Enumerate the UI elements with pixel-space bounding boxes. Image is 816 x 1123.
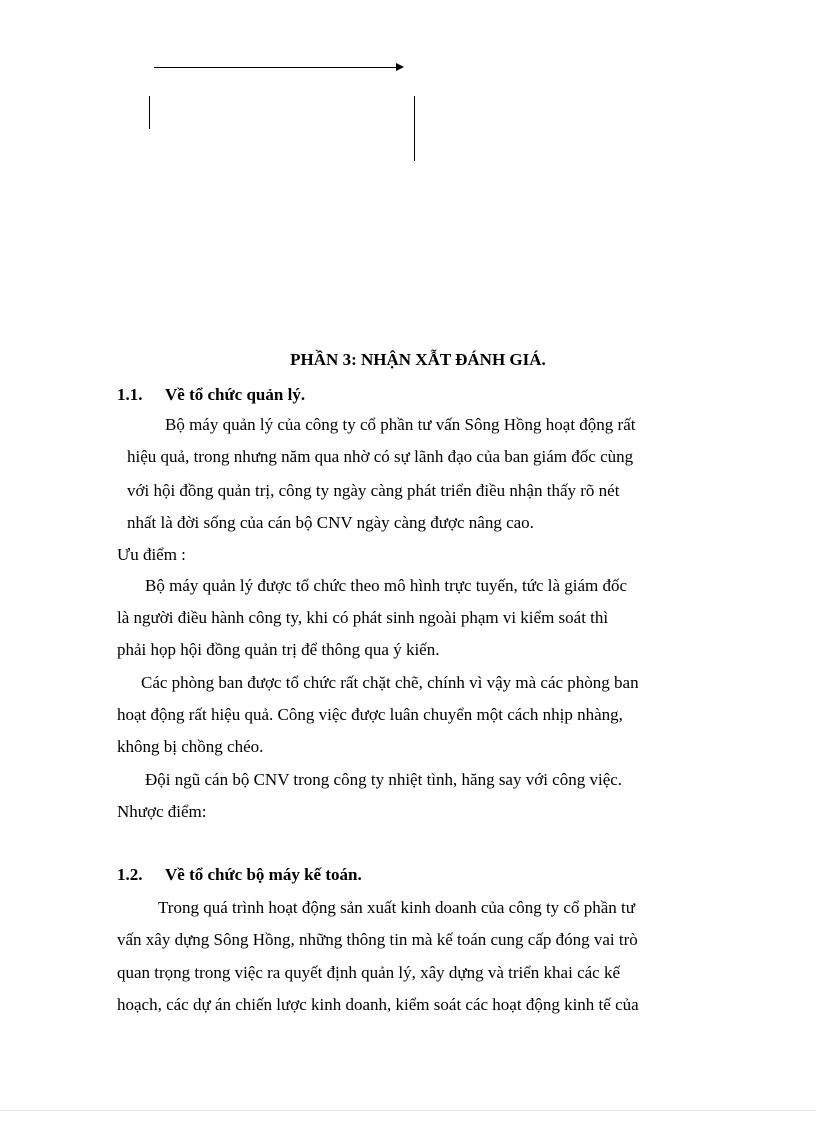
section-heading-text: Về tổ chức quản lý. [165,385,306,404]
paragraph-line: phải họp hội đồng quản trị để thông qua ý kiến. [117,640,440,659]
page-title: PHẦN 3: NHẬN XẪT ĐÁNH GIÁ. [290,350,546,369]
paragraph-line: hoạt động rất hiệu quả. Công việc được luân chuyển một cách nhịp nhàng, [117,705,623,724]
section-number: 1.1. [117,385,143,404]
paragraph-line: Bộ máy quản lý được tổ chức theo mô hình trực tuyến, tức là giám đốc [145,576,628,595]
paragraph-line: là người điều hành công ty, khi có phát sinh ngoài phạm vi kiểm soát thì [117,608,609,627]
paragraph-line: không bị chồng chéo. [117,737,264,756]
page-bottom-edge [0,1110,816,1111]
paragraph-line: Bộ máy quản lý của công ty cổ phần tư vấn Sông Hồng hoạt động rất [165,415,636,434]
paragraph-line: Trong quá trình hoạt động sản xuất kinh doanh của công ty cổ phần tư [158,898,635,917]
section-number: 1.2. [117,865,143,884]
paragraph-line: quan trọng trong việc ra quyết định quản lý, xây dựng và triển khai các kế [117,963,621,982]
paragraph-line: Đội ngũ cán bộ CNV trong công ty nhiệt tình, hăng say với công việc. [145,770,623,789]
diagram-connector-left [149,96,150,129]
section-heading-1-2 [117,864,362,886]
diagram-arrow-line [154,67,398,68]
diagram-arrow-head [396,63,404,71]
section-heading-text: Về tổ chức bộ máy kế toán. [165,865,362,884]
paragraph-line: với hội đồng quản trị, công ty ngày càng phát triển điều nhận thấy rõ nét [127,481,620,500]
advantages-label: Ưu điểm : [117,545,186,564]
section-heading-1-1 [117,384,305,406]
paragraph-line: nhất là đời sống của cán bộ CNV ngày càng được nâng cao. [127,513,534,532]
paragraph-line: hiệu quả, trong nhưng năm qua nhờ có sự lãnh đạo của ban giám đốc cùng [127,447,634,466]
diagram-connector-right [414,96,415,161]
disadvantages-label: Nhược điểm: [117,802,207,821]
paragraph-line: Các phòng ban được tổ chức rất chặt chẽ, chính vì vậy mà các phòng ban [141,673,639,692]
paragraph-line: vấn xây dựng Sông Hồng, những thông tin mà kế toán cung cấp đóng vai trò [117,930,638,949]
paragraph-line: hoạch, các dự án chiến lược kinh doanh, kiểm soát các hoạt động kinh tế của [117,995,639,1014]
